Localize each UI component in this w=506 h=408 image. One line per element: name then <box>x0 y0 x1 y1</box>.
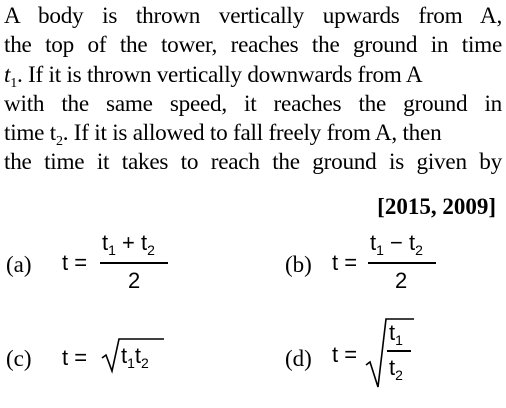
option-a-label: (a) <box>6 252 32 277</box>
option-d-lhs: t = <box>332 342 358 367</box>
question-text <box>4 2 502 178</box>
question-line-4: with the same speed, it reaches the ground in <box>4 90 502 117</box>
option-b-denominator: 2 <box>395 268 408 293</box>
option-d-fraction-bar <box>387 350 411 352</box>
option-a-lhs: t = <box>62 250 88 275</box>
option-d-denominator: $t_2$ <box>389 355 403 383</box>
option-a-fraction-bar <box>100 262 168 264</box>
option-a-denominator: 2 <box>128 268 141 293</box>
exam-years: [2015, 2009] <box>377 194 496 219</box>
question-line-2: the top of the tower, reaches the ground in time <box>4 32 502 59</box>
option-c-lhs: t = <box>62 345 88 370</box>
option-d-numerator: $t_1$ <box>389 320 403 348</box>
option-a-numerator: $t_1 + t_2$ <box>102 230 155 258</box>
option-b-lhs: t = <box>332 250 358 275</box>
option-d-label: (d) <box>285 346 312 371</box>
option-b-fraction-bar <box>368 262 436 264</box>
question-line-3: $t_1$. If it is thrown vertically downwards from A <box>4 61 423 91</box>
option-b-label: (b) <box>285 252 312 277</box>
option-c-label: (c) <box>6 346 32 371</box>
option-b-numerator: $t_1 - t_2$ <box>370 230 423 258</box>
question-line-5: time $t_2$. If it is allowed to fall freely from A, then <box>4 120 442 150</box>
question-line-6: the time it takes to reach the ground is given by <box>4 149 502 176</box>
option-c-radicand: $t_1t_2$ <box>121 343 149 371</box>
question-line-1: A body is thrown vertically upwards from A, <box>4 3 502 29</box>
